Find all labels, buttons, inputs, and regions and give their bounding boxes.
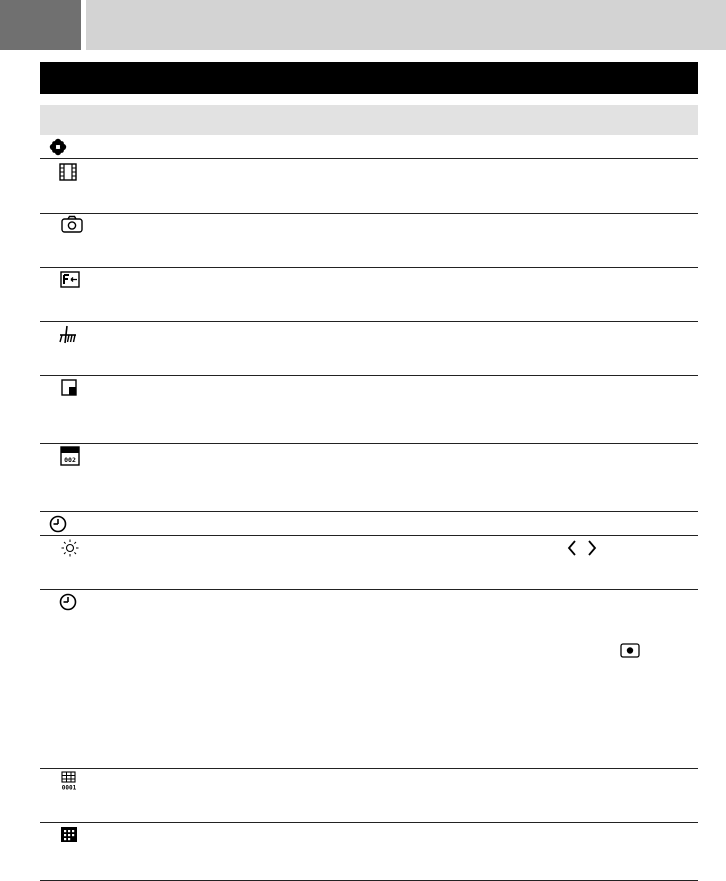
svg-text:002: 002 xyxy=(64,456,76,464)
clock-icon xyxy=(48,514,68,534)
page-corner-tab xyxy=(0,0,81,50)
row-divider xyxy=(40,158,698,159)
section-title-bar xyxy=(40,62,698,94)
f-arrow-icon xyxy=(60,270,80,290)
row-divider xyxy=(40,768,698,769)
page-corner-icon xyxy=(60,378,80,398)
row-divider xyxy=(40,511,698,512)
svg-text:0001: 0001 xyxy=(61,784,77,791)
chevron-left-icon xyxy=(569,541,575,555)
row-divider xyxy=(40,589,698,590)
left-right-controls xyxy=(566,539,600,557)
row-divider xyxy=(40,213,698,214)
row-divider xyxy=(40,535,698,536)
page-header xyxy=(86,0,726,50)
row-divider xyxy=(40,267,698,268)
chevron-right-icon xyxy=(589,541,595,555)
camera-icon xyxy=(60,214,84,234)
subsection-band xyxy=(40,105,698,135)
row-divider xyxy=(40,822,698,823)
filled-grid-icon xyxy=(60,826,80,846)
record-button-icon xyxy=(620,643,640,658)
row-divider xyxy=(40,443,698,444)
film-icon xyxy=(58,162,78,182)
counter-display-icon xyxy=(60,446,80,466)
clock-icon xyxy=(58,592,78,612)
flower-settings-icon xyxy=(48,137,68,157)
row-divider xyxy=(40,321,698,322)
brightness-icon xyxy=(60,538,80,558)
row-divider xyxy=(40,375,698,376)
comb-icon xyxy=(58,325,78,345)
grid-counter-icon xyxy=(59,771,79,791)
